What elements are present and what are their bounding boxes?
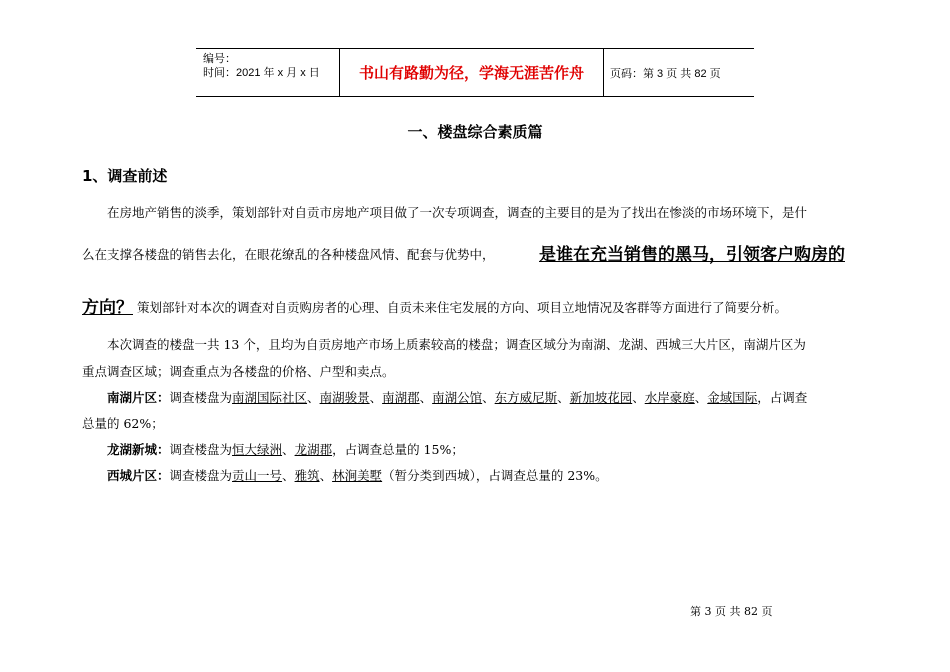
xicheng-item: 林涧美墅 — [332, 468, 383, 483]
p1-line2-text: 么在支撑各楼盘的销售去化，在眼花缭乱的各种楼盘风情、配套与优势中， — [82, 247, 495, 262]
p1-line3-text: 策划部针对本次的调查对自贡购房者的心理、自贡未来住宅发展的方向、项目立地情况及客群等方面进行了简要分析。 — [137, 300, 788, 315]
nanhu-item: 南湖公馆 — [432, 390, 483, 405]
nanhu-prefix: 调查楼盘为 — [169, 390, 233, 405]
nanhu-label: 南湖片区： — [107, 390, 170, 405]
paragraph-1-line-3 — [82, 293, 872, 318]
xicheng-note: （暂分类到西城） — [382, 468, 476, 483]
longhu-prefix: 调查楼盘为 — [169, 442, 233, 457]
nanhu-line-1: 南湖片区：调查楼盘为南湖国际社区、南湖骏景、南湖郡、南湖公馆、东方威尼斯、新加坡花园、水岸豪庭、金域国际，占调查 — [107, 390, 808, 405]
nanhu-item: 东方威尼斯 — [494, 390, 558, 405]
longhu-item: 恒大绿洲 — [232, 442, 283, 457]
chapter-title: 一、楼盘综合素质篇 — [407, 123, 543, 141]
nanhu-item: 南湖郡 — [382, 390, 420, 405]
nanhu-item: 水岸豪庭 — [644, 390, 695, 405]
page-header — [196, 48, 754, 97]
nanhu-item: 南湖国际社区 — [232, 390, 308, 405]
xicheng-line: 西城片区：调查楼盘为贡山一号、雅筑、林涧美墅（暂分类到西城），占调查总量的 23%。 — [107, 468, 608, 483]
paragraph-1-line-2 — [82, 245, 872, 263]
xicheng-item: 雅筑 — [294, 468, 320, 483]
longhu-item: 龙湖郡 — [294, 442, 333, 457]
page-footer: 第 3 页 共 82 页 — [690, 605, 773, 618]
nanhu-item: 金域国际 — [707, 390, 758, 405]
longhu-suffix: ，占调查总量的 15%； — [332, 442, 464, 457]
xicheng-prefix: 调查楼盘为 — [169, 468, 233, 483]
highlight-text-b: 方向？ — [82, 298, 133, 318]
number-label: 编号： — [203, 53, 236, 65]
paragraph-2-line-2: 重点调查区域；调查重点为各楼盘的价格、户型和卖点。 — [82, 364, 395, 379]
highlight-text-a: 是谁在充当销售的黑马，引领客户购房的 — [539, 245, 845, 265]
longhu-line: 龙湖新城：调查楼盘为恒大绿洲、龙湖郡，占调查总量的 15%； — [107, 442, 464, 457]
paragraph-2-line-1: 本次调查的楼盘一共 13 个，且均为自贡房地产市场上质素较高的楼盘；调查区域分为南湖、龙湖、西城三大片区，南湖片区为 — [107, 337, 806, 352]
header-left-cell — [196, 49, 339, 96]
paragraph-1-line-1: 在房地产销售的淡季，策划部针对自贡市房地产项目做了一次专项调查，调查的主要目的是为了找出在惨淡的市场环境下，是什 — [107, 205, 808, 220]
xicheng-label: 西城片区： — [107, 468, 170, 483]
nanhu-line-2: 总量的 62%； — [82, 416, 164, 431]
nanhu-item: 南湖骏景 — [319, 390, 370, 405]
nanhu-suffix: ，占调查 — [757, 390, 808, 405]
section-heading: 1、调查前述 — [82, 167, 168, 185]
nanhu-item: 新加坡花园 — [569, 390, 633, 405]
page-label: 页码：第 3 页 共 82 页 — [610, 67, 721, 80]
xicheng-suffix: ，占调查总量的 23%。 — [475, 468, 608, 483]
motto: 书山有路勤为径，学海无涯苦作舟 — [339, 49, 604, 96]
xicheng-item: 贡山一号 — [232, 468, 283, 483]
longhu-label: 龙湖新城： — [107, 442, 170, 457]
time-label: 时间：2021 年 x 月 x 日 — [203, 67, 320, 79]
